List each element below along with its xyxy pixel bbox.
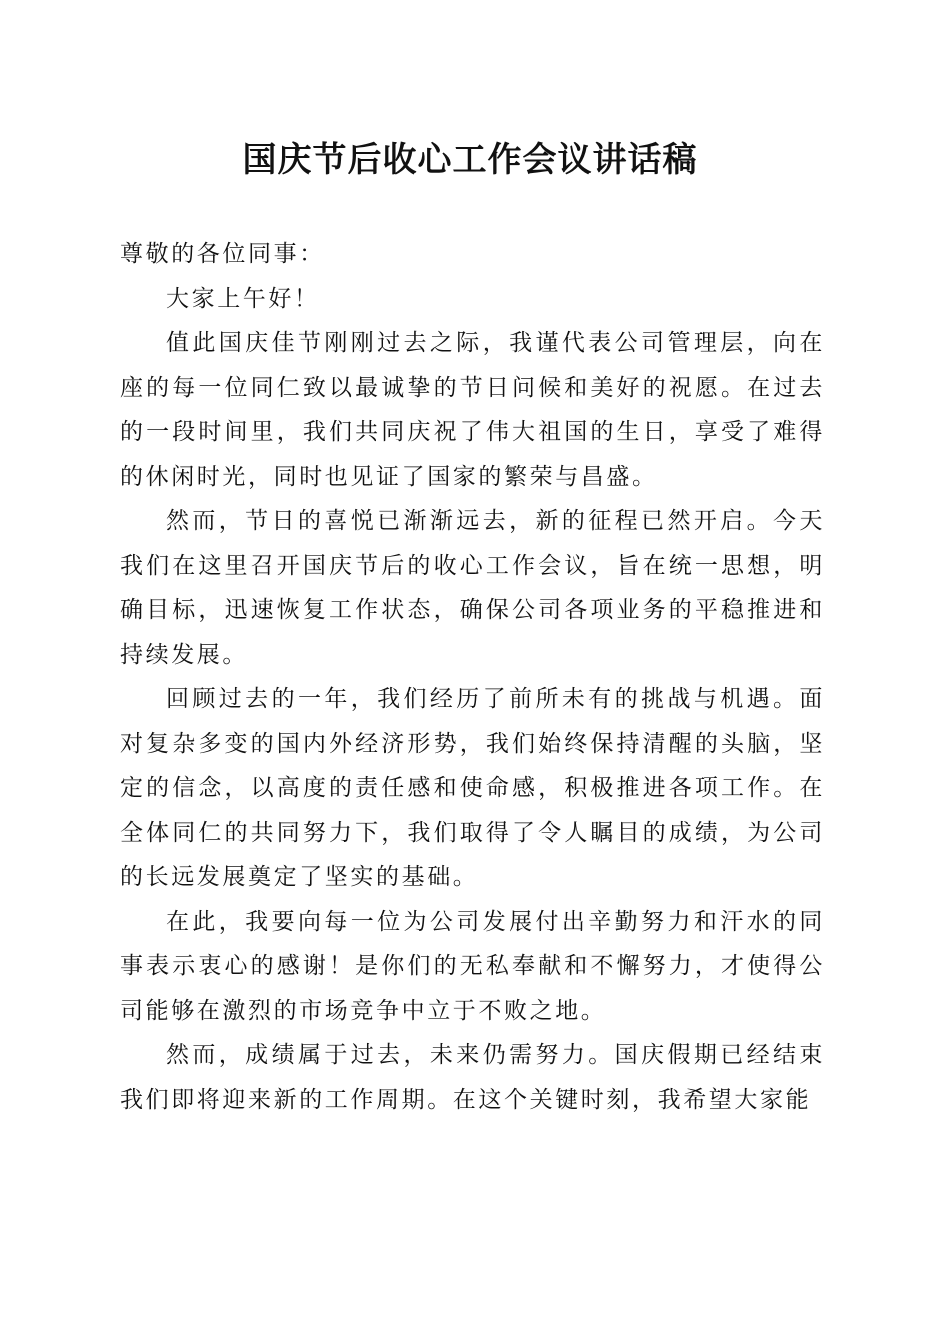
paragraph: 回顾过去的一年，我们经历了前所未有的挑战与机遇。面对复杂多变的国内外经济形势，我们始终保持清醒的头脑，坚定的信念，以高度的责任感和使命感，积极推进各项工作。在全体同仁的共同努力下，我们取得了令人瞩目的成绩，为公司的长远发展奠定了坚实的基础。 [120, 686, 825, 890]
paragraph: 然而，节日的喜悦已渐渐远去，新的征程已然开启。今天我们在这里召开国庆节后的收心工作会议，旨在统一思想，明确目标，迅速恢复工作状态，确保公司各项业务的平稳推进和持续发展。 [120, 508, 825, 668]
document-title: 国庆节后收心工作会议讲话稿 [242, 140, 698, 180]
paragraph: 在此，我要向每一位为公司发展付出辛勤努力和汗水的同事表示衷心的感谢！是你们的无私奉献和不懈努力，才使得公司能够在激烈的市场竞争中立于不败之地。 [120, 908, 825, 1024]
salutation: 尊敬的各位同事： [120, 241, 325, 267]
document-body [120, 232, 825, 1122]
paragraph: 值此国庆佳节刚刚过去之际，我谨代表公司管理层，向在座的每一位同仁致以最诚挚的节日问候和美好的祝愿。在过去的一段时间里，我们共同庆祝了伟大祖国的生日，享受了难得的休闲时光，同时也见证了国家的繁荣与昌盛。 [120, 330, 825, 490]
paragraph-greeting: 大家上午好！ [166, 285, 320, 312]
paragraph: 然而，成绩属于过去，未来仍需努力。国庆假期已经结束我们即将迎来新的工作周期。在这个关键时刻，我希望大家能 [120, 1042, 825, 1113]
